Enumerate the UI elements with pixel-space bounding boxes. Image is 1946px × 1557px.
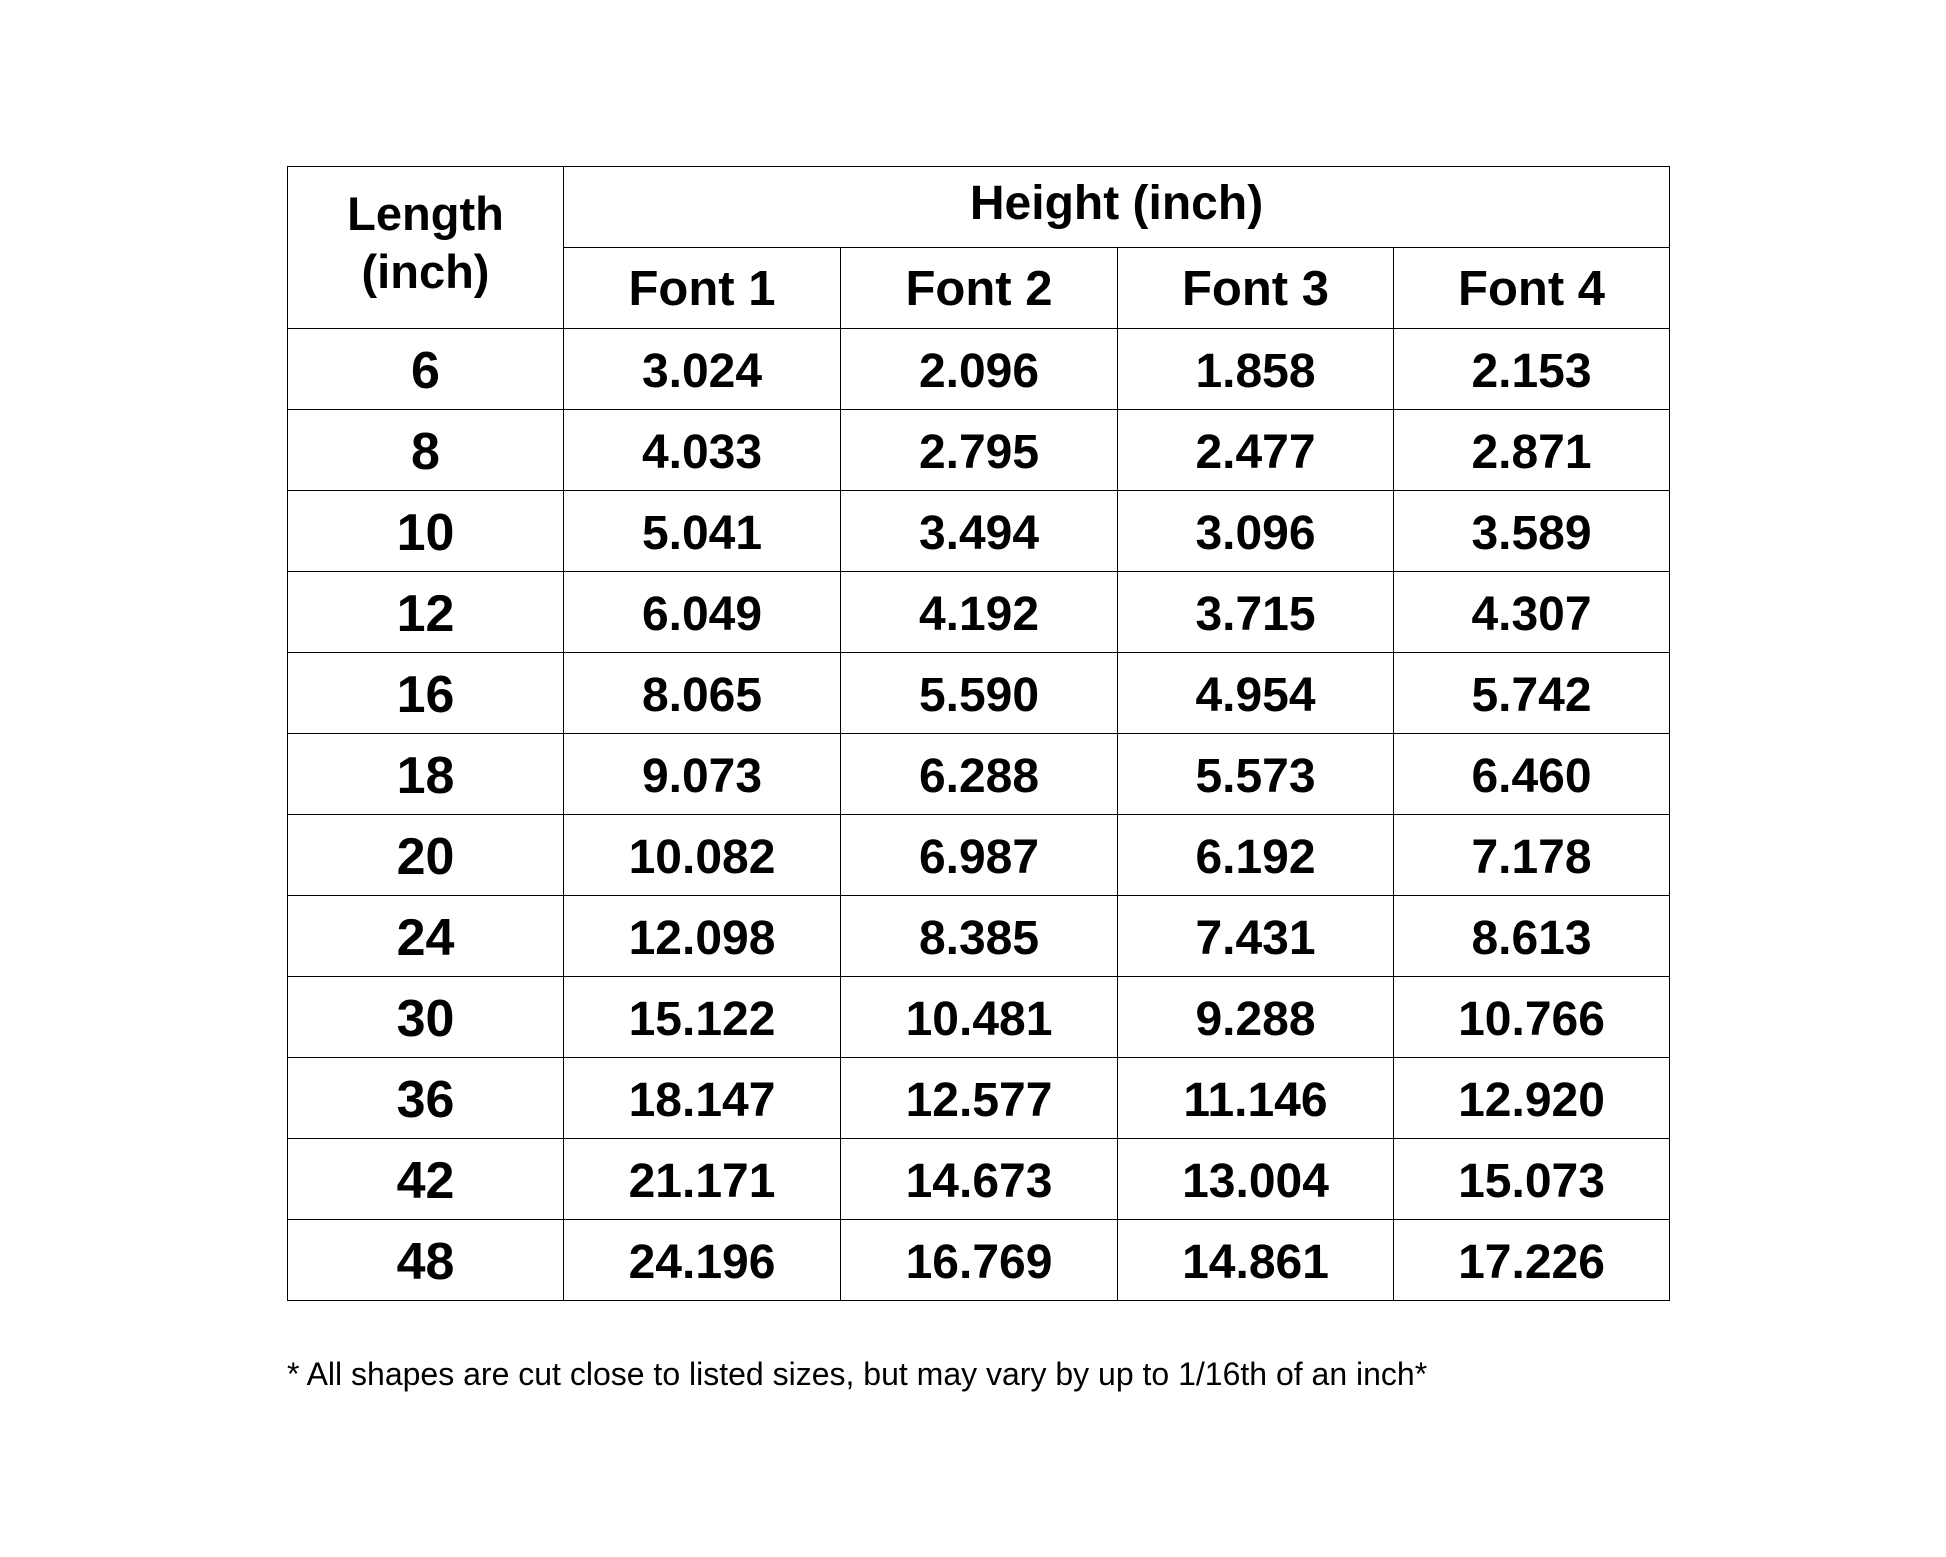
font-3-header: Font 3 (1118, 248, 1394, 329)
font-3-cell: 9.288 (1118, 977, 1394, 1058)
length-cell: 42 (288, 1139, 564, 1220)
table-row (288, 815, 1670, 896)
table-row (288, 1139, 1670, 1220)
font-3-cell: 6.192 (1118, 815, 1394, 896)
font-4-cell: 7.178 (1394, 815, 1670, 896)
font-2-cell: 14.673 (841, 1139, 1118, 1220)
length-cell: 36 (288, 1058, 564, 1139)
font-1-cell: 8.065 (564, 653, 841, 734)
table-row (288, 410, 1670, 491)
font-4-cell: 15.073 (1394, 1139, 1670, 1220)
length-cell: 16 (288, 653, 564, 734)
length-cell: 48 (288, 1220, 564, 1301)
font-1-cell: 6.049 (564, 572, 841, 653)
table-row (288, 977, 1670, 1058)
font-2-cell: 2.795 (841, 410, 1118, 491)
length-cell: 8 (288, 410, 564, 491)
table-row (288, 734, 1670, 815)
font-4-cell: 4.307 (1394, 572, 1670, 653)
table-row (288, 653, 1670, 734)
font-1-cell: 4.033 (564, 410, 841, 491)
font-3-cell: 1.858 (1118, 329, 1394, 410)
table-row (288, 896, 1670, 977)
font-1-cell: 10.082 (564, 815, 841, 896)
font-2-cell: 5.590 (841, 653, 1118, 734)
length-cell: 6 (288, 329, 564, 410)
font-2-header: Font 2 (841, 248, 1118, 329)
font-2-cell: 6.288 (841, 734, 1118, 815)
font-4-header: Font 4 (1394, 248, 1670, 329)
font-1-cell: 9.073 (564, 734, 841, 815)
length-column-header (288, 167, 564, 329)
length-cell: 30 (288, 977, 564, 1058)
font-4-cell: 5.742 (1394, 653, 1670, 734)
font-3-cell: 14.861 (1118, 1220, 1394, 1301)
font-4-cell: 3.589 (1394, 491, 1670, 572)
length-cell: 18 (288, 734, 564, 815)
length-cell: 12 (288, 572, 564, 653)
font-1-cell: 21.171 (564, 1139, 841, 1220)
font-3-cell: 13.004 (1118, 1139, 1394, 1220)
font-1-header: Font 1 (564, 248, 841, 329)
font-1-cell: 15.122 (564, 977, 841, 1058)
height-group-header: Height (inch) (564, 167, 1670, 248)
font-4-cell: 8.613 (1394, 896, 1670, 977)
font-1-cell: 24.196 (564, 1220, 841, 1301)
size-table-body (288, 329, 1670, 1301)
font-1-cell: 5.041 (564, 491, 841, 572)
font-1-cell: 18.147 (564, 1058, 841, 1139)
font-4-cell: 2.871 (1394, 410, 1670, 491)
size-chart-table (287, 166, 1670, 1301)
font-2-cell: 8.385 (841, 896, 1118, 977)
font-2-cell: 12.577 (841, 1058, 1118, 1139)
length-cell: 24 (288, 896, 564, 977)
font-2-cell: 16.769 (841, 1220, 1118, 1301)
font-3-cell: 7.431 (1118, 896, 1394, 977)
font-4-cell: 10.766 (1394, 977, 1670, 1058)
font-4-cell: 2.153 (1394, 329, 1670, 410)
table-row (288, 491, 1670, 572)
font-2-cell: 3.494 (841, 491, 1118, 572)
font-3-cell: 5.573 (1118, 734, 1394, 815)
font-3-cell: 3.715 (1118, 572, 1394, 653)
table-row (288, 1220, 1670, 1301)
font-4-cell: 17.226 (1394, 1220, 1670, 1301)
font-2-cell: 6.987 (841, 815, 1118, 896)
font-2-cell: 2.096 (841, 329, 1118, 410)
font-4-cell: 6.460 (1394, 734, 1670, 815)
font-2-cell: 4.192 (841, 572, 1118, 653)
font-1-cell: 3.024 (564, 329, 841, 410)
font-3-cell: 11.146 (1118, 1058, 1394, 1139)
font-3-cell: 4.954 (1118, 653, 1394, 734)
font-2-cell: 10.481 (841, 977, 1118, 1058)
font-1-cell: 12.098 (564, 896, 841, 977)
size-tolerance-footnote: * All shapes are cut close to listed sizes, but may vary by up to 1/16th of an inch* (287, 1356, 1428, 1392)
length-header-label: Length (347, 186, 504, 240)
length-cell: 10 (288, 491, 564, 572)
length-header-unit: (inch) (361, 244, 490, 298)
table-row (288, 329, 1670, 410)
table-row (288, 1058, 1670, 1139)
header-row-top (288, 167, 1670, 248)
font-3-cell: 3.096 (1118, 491, 1394, 572)
length-cell: 20 (288, 815, 564, 896)
table-row (288, 572, 1670, 653)
font-4-cell: 12.920 (1394, 1058, 1670, 1139)
font-3-cell: 2.477 (1118, 410, 1394, 491)
